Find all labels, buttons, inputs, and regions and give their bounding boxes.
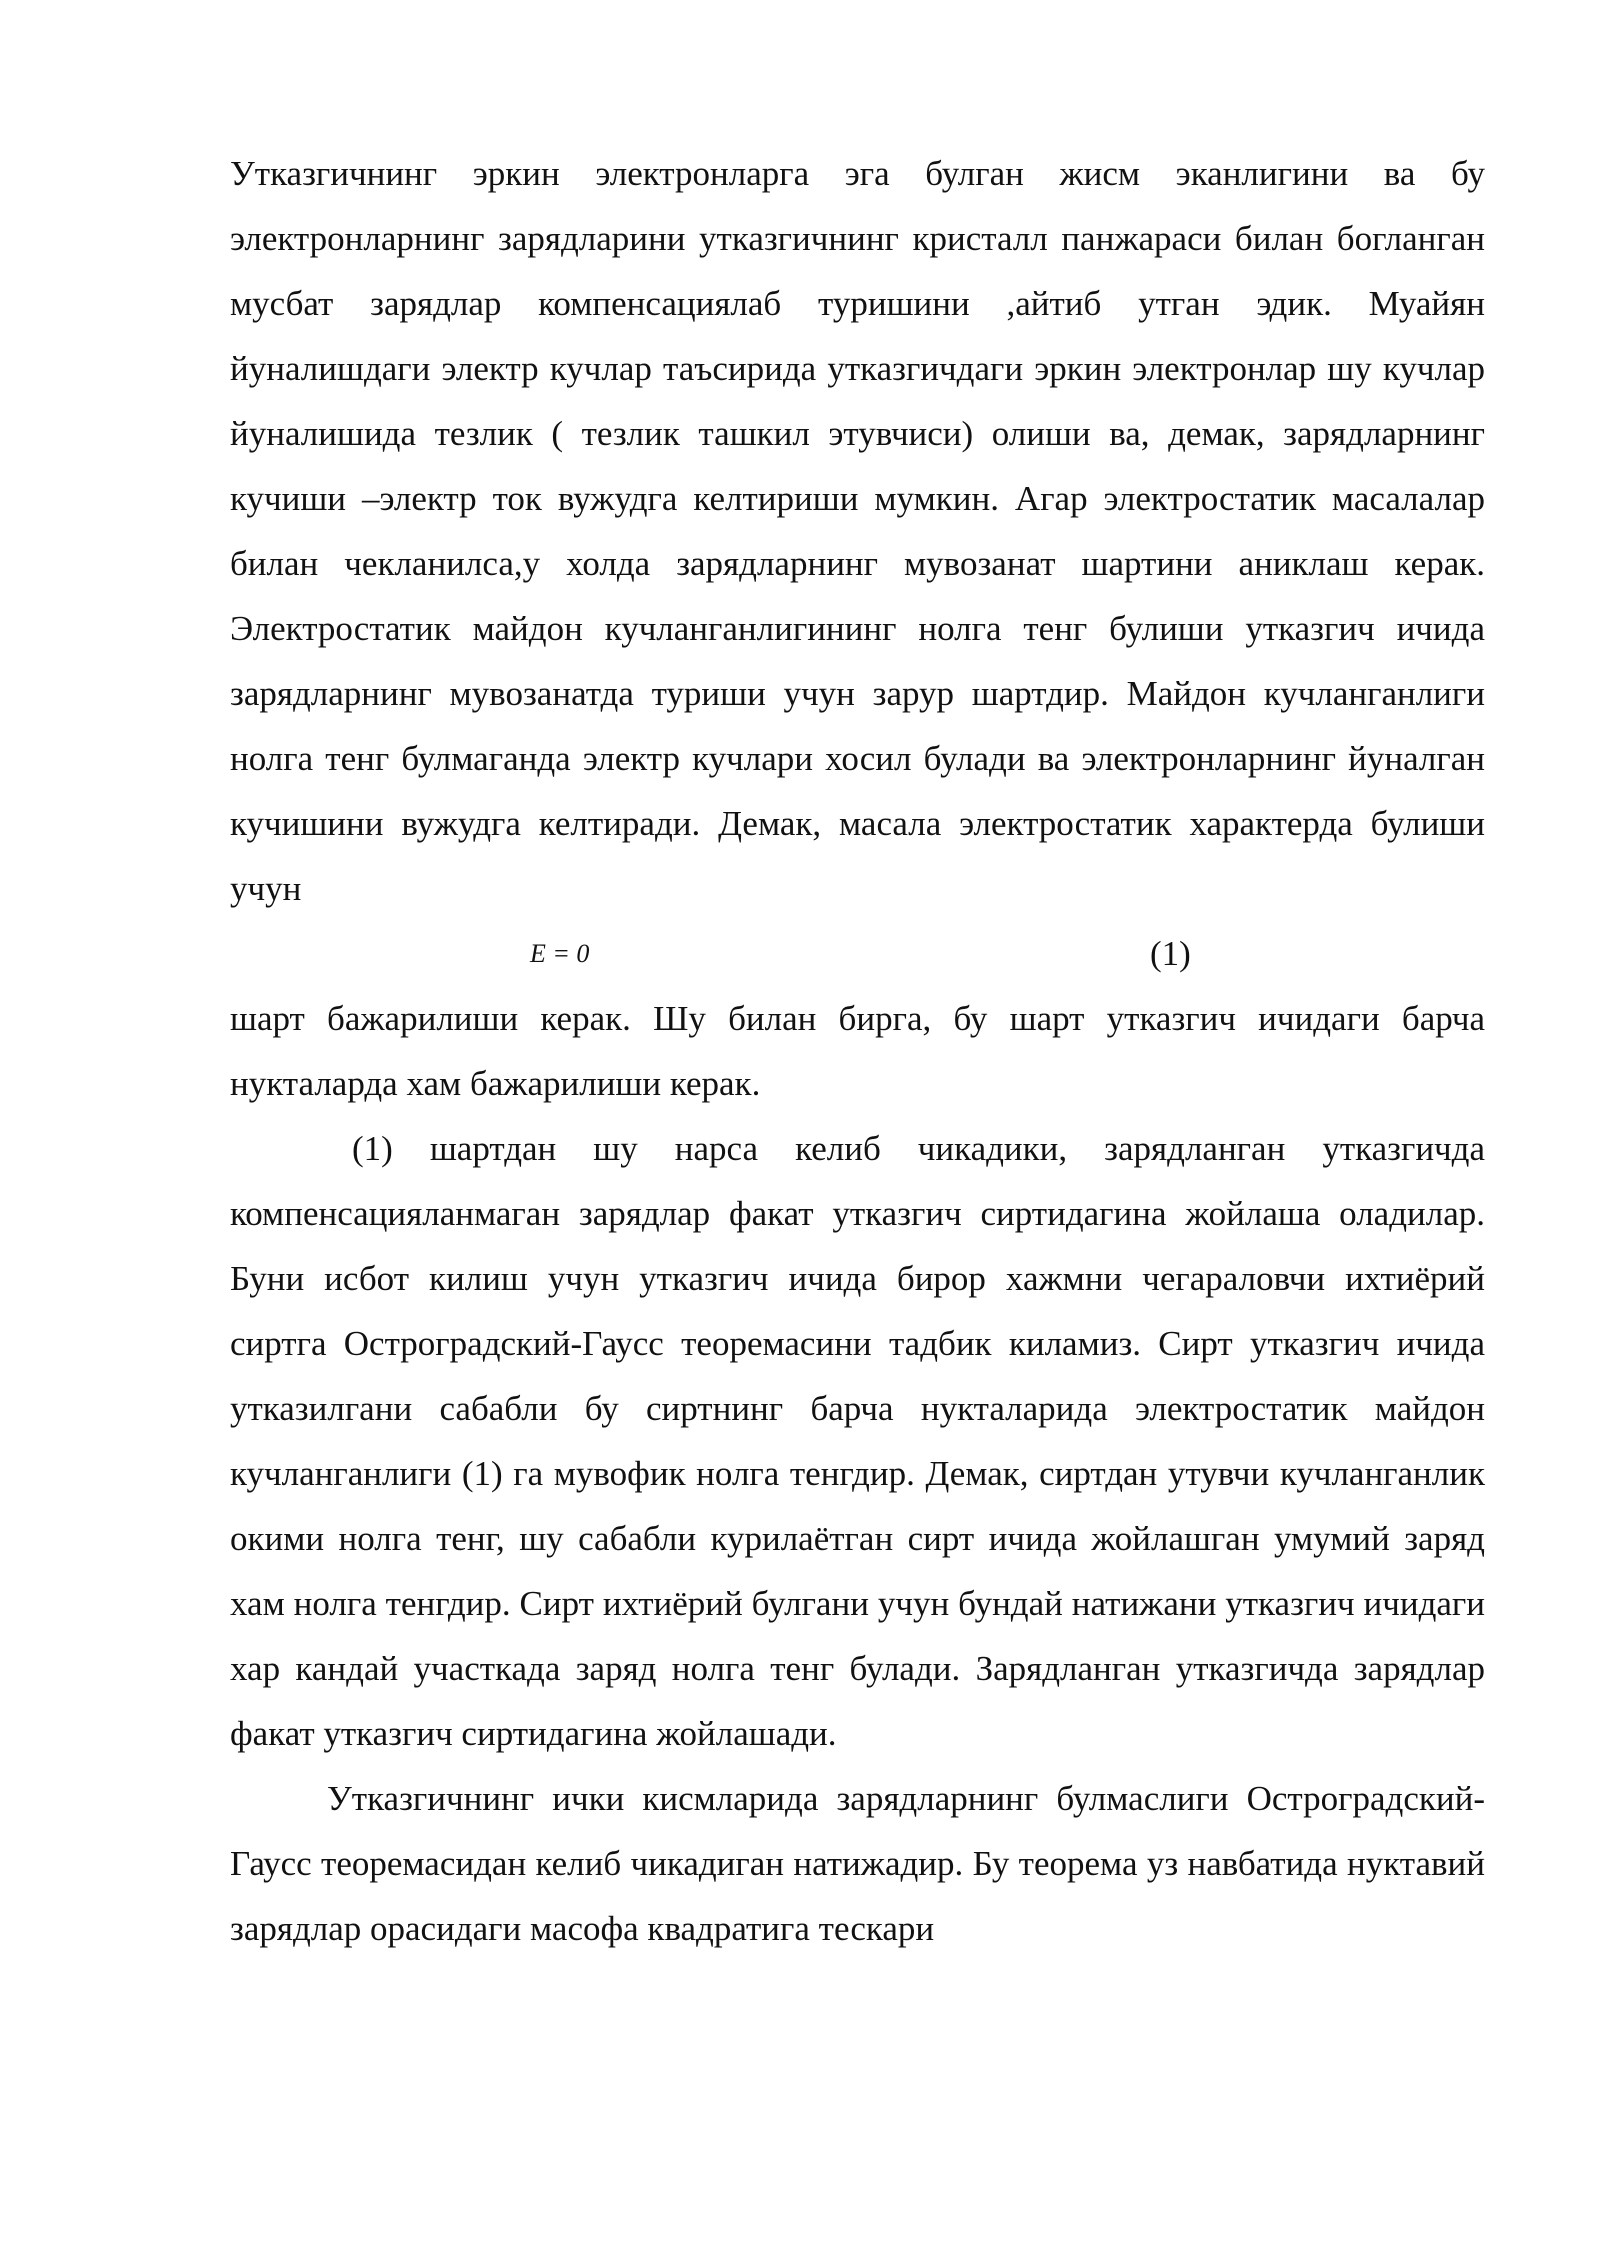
paragraph-1: Утказгичнинг эркин электронларга эга булган жисм эканлигини ва бу электронларнинг зарядларини утказгичнинг кристалл панжараси билан богланган мусбат зарядлар компенсациялаб туришини ,айтиб утган эдик. Муайян йуналишдаги электр кучлар таъсирида утказгичдаги эркин электронлар шу кучлар йуналишида тезлик ( тезлик ташкил этувчиси) олиши ва, демак, зарядларнинг кучиши –электр ток вужудга келтириши мумкин. Агар электростатик масалалар билан чекланилса,у холда зарядларнинг мувозанат шартини аниклаш керак. Электростатик майдон кучланганлигининг нолга тенг булиши утказгич ичида зарядларнинг мувозанатда туриши учун зарур шартдир. Майдон кучланганлиги нолга тенг булмаганда электр кучлари хосил булади ва электронларнинг йуналган кучишини вужудга келтиради. Демак, масала электростатик характерда булиши учун [230,154,1485,908]
body-text [230,141,1485,1961]
paragraph-4: Утказгичнинг ички кисмларида зарядларнинг булмаслиги Остроградский-Гаусс теоремасидан келиб чикадиган натижадир. Бу теорема уз навбатида нуктавий зарядлар орасидаги масофа квадратига тескари [230,1779,1485,1948]
formula-row [230,921,1485,986]
formula-expression: E = 0 [530,939,590,968]
formula-number: (1) [1150,934,1191,973]
paragraph-3: (1) шартдан шу нарса келиб чикадики, зарядланган утказгичда компенсацияланмаган зарядлар факат утказгич сиртидагина жойлаша оладилар. Буни исбот килиш учун утказгич ичида бирор хажмни чегараловчи ихтиёрий сиртга Остроградский-Гаусс теоремасини тадбик киламиз. Сирт утказгич ичида утказилгани сабабли бу сиртнинг барча нукталарида электростатик майдон кучланганлиги (1) га мувофик нолга тенгдир. Демак, сиртдан утувчи кучланганлик окими нолга тенг, шу сабабли курилаётган сирт ичида жойлашган умумий заряд хам нолга тенгдир. Сирт ихтиёрий булгани учун бундай натижани утказгич ичидаги хар кандай участкада заряд нолга тенг булади. Зарядланган утказгичда зарядлар факат утказгич сиртидагина жойлашади. [230,1129,1485,1753]
paragraph-2: шарт бажарилиши керак. Шу билан бирга, бу шарт утказгич ичидаги барча нукталарда хам бажарилиши керак. [230,999,1485,1103]
